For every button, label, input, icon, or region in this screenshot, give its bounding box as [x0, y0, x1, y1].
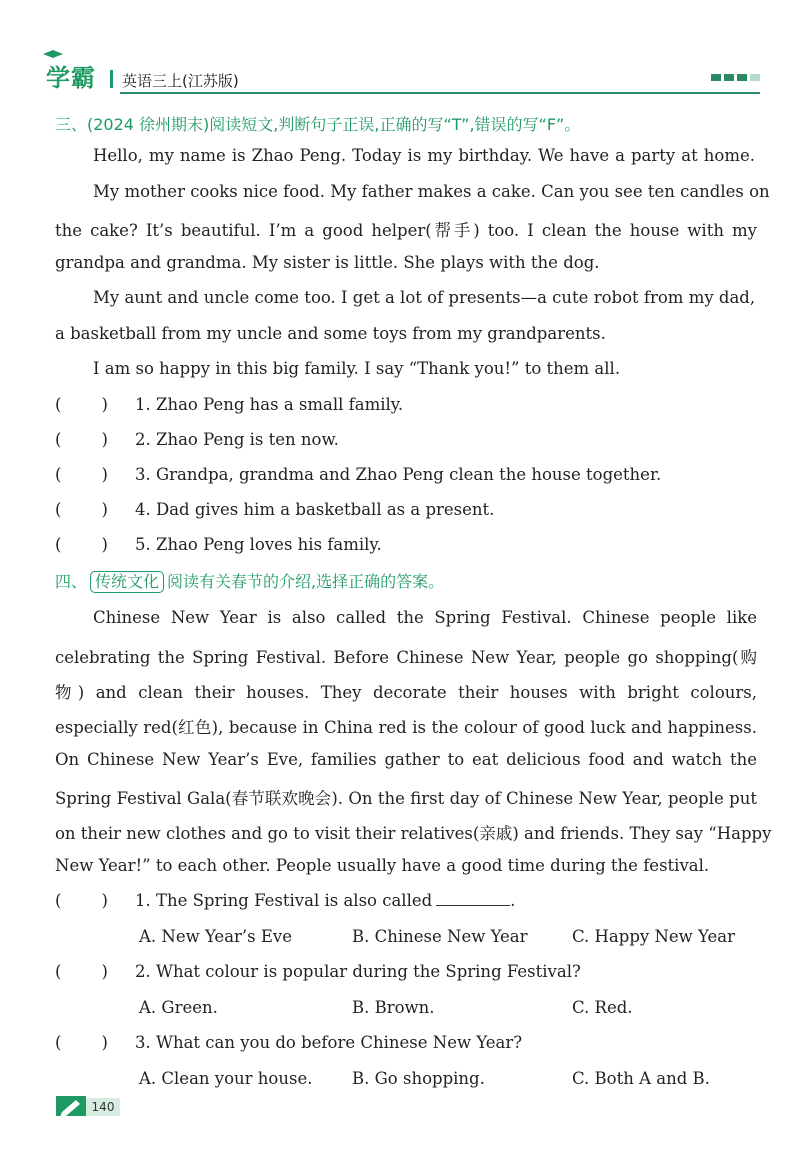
- passage-2-line: especially red(红色), because in China red is the colour of good luck and happiness.: [55, 718, 757, 737]
- page-header: [40, 52, 760, 96]
- answer-blank[interactable]: ( ): [55, 1033, 108, 1052]
- passage-1-line: the cake? It’s beautiful. I’m a good helper(帮手) too. I clean the house with my: [55, 221, 757, 240]
- answer-blank[interactable]: ( ): [55, 395, 108, 414]
- answer-blank[interactable]: ( ): [55, 500, 108, 519]
- pencil-icon: [56, 1094, 86, 1118]
- passage-1-line: grandpa and grandma. My sister is little. She plays with the dog.: [55, 253, 600, 272]
- tf-question: ( ) 4. Dad gives him a basketball as a present.: [55, 500, 495, 519]
- logo-divider: [110, 70, 113, 88]
- option-b[interactable]: B. Brown.: [352, 998, 435, 1017]
- culture-tag: 传统文化: [90, 571, 164, 593]
- passage-1-line: My aunt and uncle come too. I get a lot of presents—a cute robot from my dad,: [93, 288, 756, 307]
- answer-blank[interactable]: ( ): [55, 430, 108, 449]
- book-title: 英语三上(江苏版): [122, 72, 239, 90]
- page-number: 140: [86, 1098, 120, 1116]
- option-c[interactable]: C. Happy New Year: [572, 927, 735, 946]
- passage-1-line: a basketball from my uncle and some toys from my grandparents.: [55, 324, 606, 343]
- option-a[interactable]: A. New Year’s Eve: [139, 927, 293, 946]
- option-c[interactable]: C. Red.: [572, 998, 633, 1017]
- header-rule: [120, 92, 760, 94]
- header-decoration: [711, 74, 760, 81]
- option-b[interactable]: B. Chinese New Year: [352, 927, 528, 946]
- passage-2-line: On Chinese New Year’s Eve, families gather to eat delicious food and watch the: [55, 750, 757, 769]
- tf-question: ( ) 5. Zhao Peng loves his family.: [55, 535, 382, 554]
- passage-2-line: New Year!” to each other. People usually have a good time during the festival.: [55, 856, 710, 875]
- mc-question: ( ) 1. The Spring Festival is also called .: [55, 891, 516, 910]
- tf-question: ( ) 1. Zhao Peng has a small family.: [55, 395, 404, 414]
- answer-blank[interactable]: ( ): [55, 891, 108, 910]
- tf-question: ( ) 2. Zhao Peng is ten now.: [55, 430, 339, 449]
- option-a[interactable]: A. Clean your house.: [139, 1069, 313, 1088]
- answer-blank[interactable]: ( ): [55, 535, 108, 554]
- passage-2-line: Spring Festival Gala(春节联欢晚会). On the first day of Chinese New Year, people put: [55, 789, 757, 808]
- option-a[interactable]: A. Green.: [139, 998, 218, 1017]
- passage-2-line: celebrating the Spring Festival. Before Chinese New Year, people go shopping(购: [55, 648, 757, 667]
- passage-1-line: I am so happy in this big family. I say “Thank you!” to them all.: [93, 359, 621, 378]
- option-b[interactable]: B. Go shopping.: [352, 1069, 485, 1088]
- option-c[interactable]: C. Both A and B.: [572, 1069, 710, 1088]
- answer-blank[interactable]: ( ): [55, 962, 108, 981]
- mc-question: ( ) 3. What can you do before Chinese New Year?: [55, 1033, 523, 1052]
- answer-blank[interactable]: ( ): [55, 465, 108, 484]
- passage-2-line: on their new clothes and go to visit their relatives(亲戚) and friends. They say “Happy: [55, 824, 772, 843]
- mc-question: ( ) 2. What colour is popular during the Spring Festival?: [55, 962, 581, 981]
- passage-1-line: My mother cooks nice food. My father makes a cake. Can you see ten candles on: [93, 182, 770, 201]
- brand-logo: 学霸: [46, 64, 96, 92]
- tf-question: ( ) 3. Grandpa, grandma and Zhao Peng clean the house together.: [55, 465, 662, 484]
- fill-blank[interactable]: [436, 891, 510, 906]
- passage-2-line: 物) and clean their houses. They decorate their houses with bright colours,: [55, 683, 757, 702]
- section-3-title: 三、(2024 徐州期末)阅读短文,判断句子正误,正确的写“T”,错误的写“F”。: [55, 115, 581, 134]
- section-4-title: 四、 传统文化 阅读有关春节的介绍,选择正确的答案。: [55, 572, 445, 591]
- passage-2-line: Chinese New Year is also called the Spring Festival. Chinese people like: [93, 608, 757, 627]
- passage-1-line: Hello, my name is Zhao Peng. Today is my birthday. We have a party at home.: [93, 146, 755, 165]
